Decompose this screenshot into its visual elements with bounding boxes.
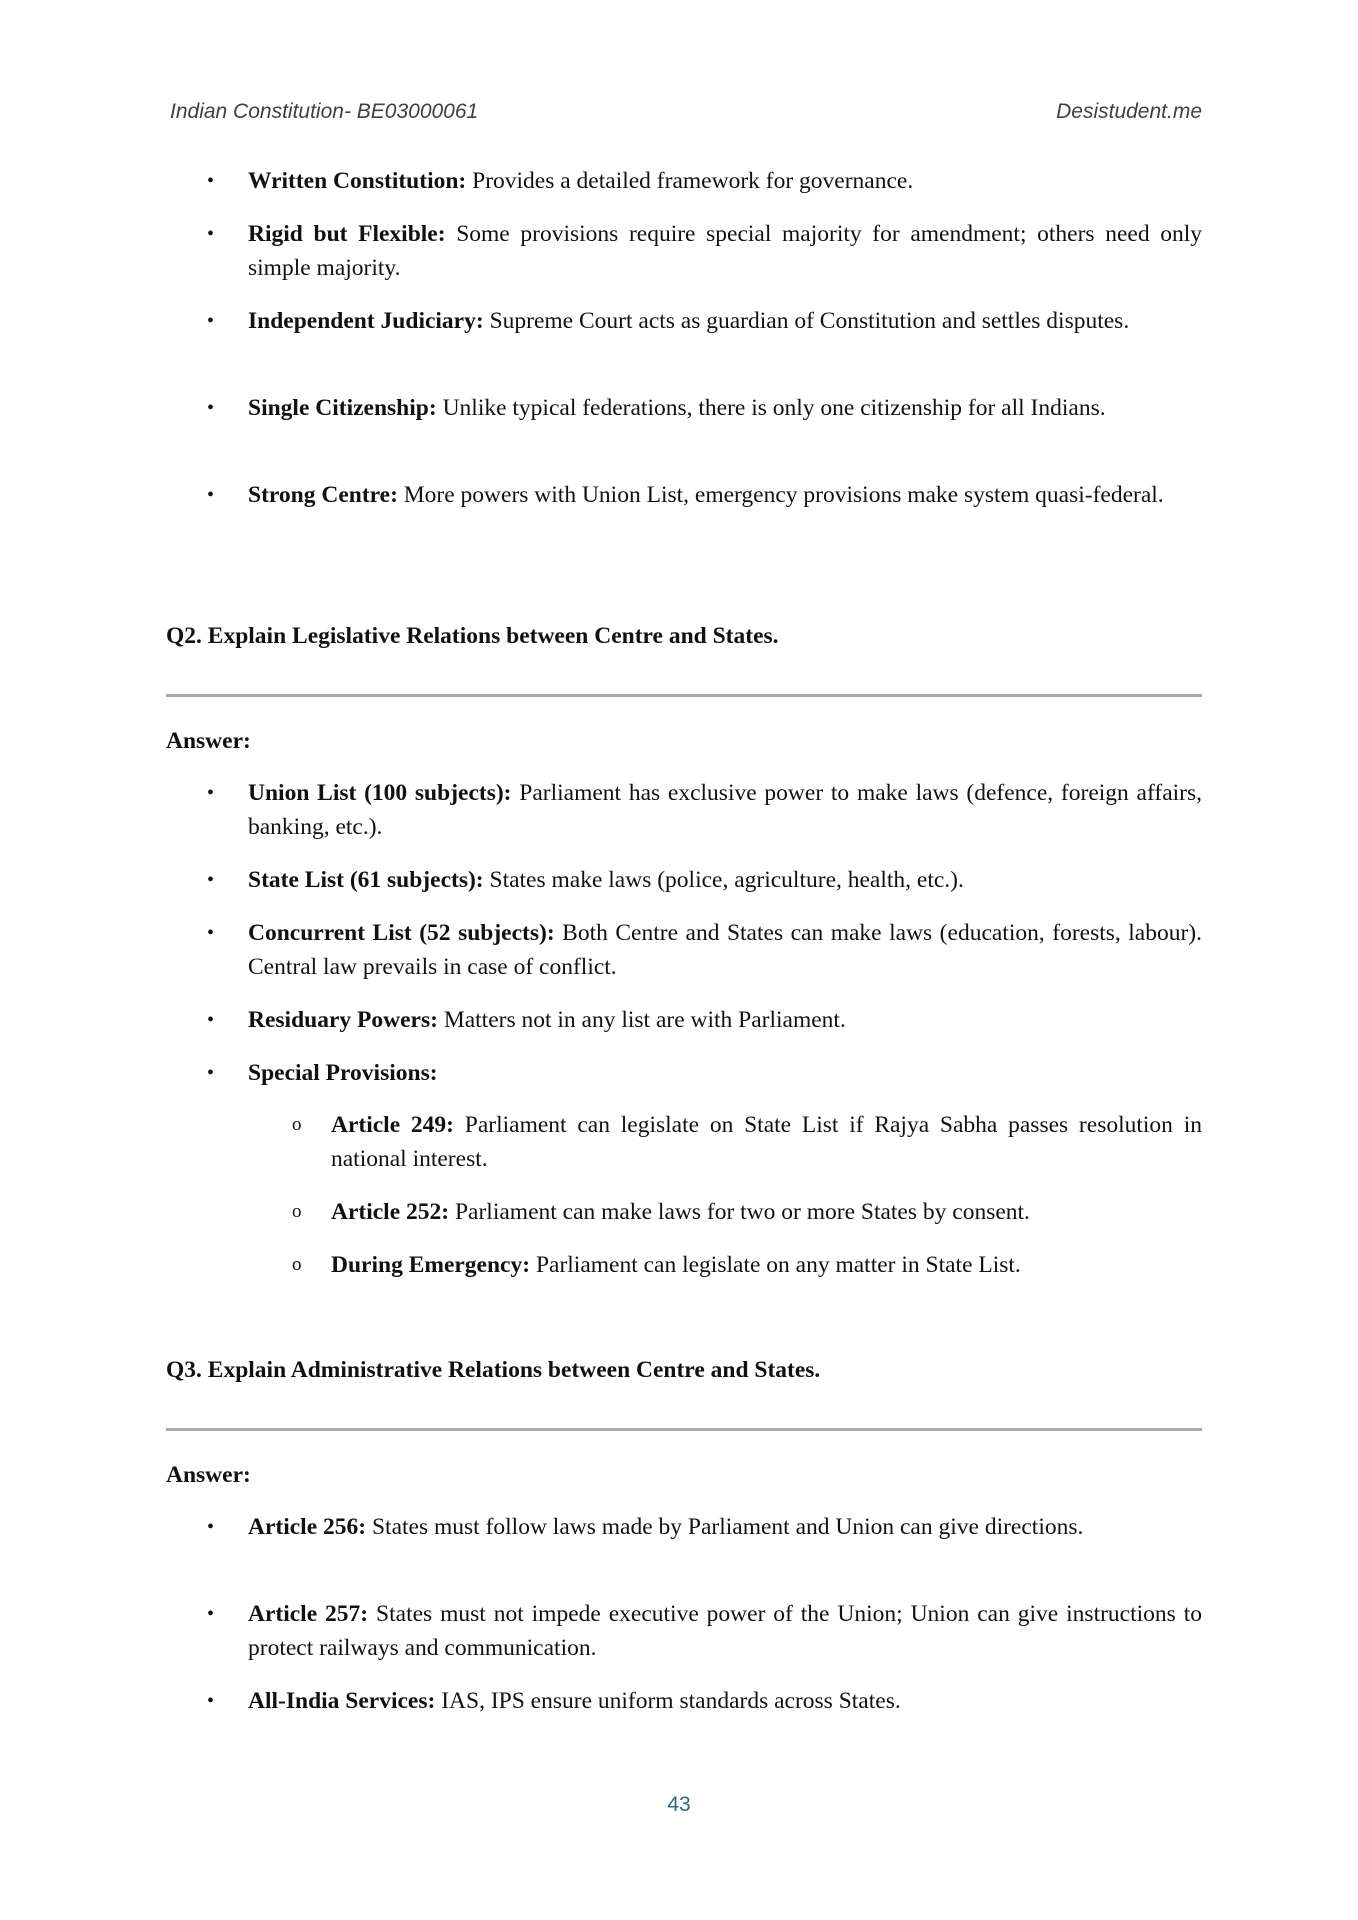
running-header-site: Desistudent.me bbox=[1056, 100, 1202, 123]
item-text: Both Centre and States can make laws (education, forests, labour). Central law prevails in case of conflict. bbox=[248, 920, 1203, 980]
divider bbox=[166, 1428, 1202, 1431]
bullet-icon: • bbox=[207, 1009, 215, 1031]
item-text: Parliament can legislate on any matter in State List. bbox=[530, 1252, 1021, 1278]
item-term: Residuary Powers: bbox=[248, 1007, 438, 1033]
item-text: Supreme Court acts as guardian of Constitution and settles disputes. bbox=[483, 308, 1130, 334]
item-text: Provides a detailed framework for governance. bbox=[466, 168, 914, 194]
sub-list-item bbox=[292, 1108, 1202, 1176]
bullet-icon: • bbox=[207, 1516, 215, 1538]
item-text: IAS, IPS ensure uniform standards across States. bbox=[435, 1688, 901, 1714]
divider bbox=[166, 694, 1202, 697]
item-text: Some provisions require special majority for amendment; others need only simple majority. bbox=[248, 221, 1202, 281]
list-item bbox=[207, 478, 1202, 512]
list-item bbox=[207, 863, 1202, 897]
list-item bbox=[207, 1597, 1202, 1665]
page-number: 43 bbox=[667, 1793, 691, 1816]
item-text: More powers with Union List, emergency provisions make system quasi-federal. bbox=[397, 482, 1164, 508]
circle-bullet-icon: o bbox=[292, 1254, 302, 1275]
list-item bbox=[207, 1056, 1202, 1090]
item-term: Single Citizenship: bbox=[248, 395, 437, 421]
bullet-icon: • bbox=[207, 1690, 215, 1712]
bullet-icon: • bbox=[207, 869, 215, 891]
bullet-icon: • bbox=[207, 397, 215, 419]
list-item bbox=[207, 1510, 1202, 1544]
question-heading: Q2. Explain Legislative Relations between Centre and States. bbox=[166, 623, 779, 649]
item-term: Strong Centre: bbox=[248, 482, 398, 508]
item-text: States must follow laws made by Parliament and Union can give directions. bbox=[366, 1514, 1084, 1540]
bullet-icon: • bbox=[207, 1603, 215, 1625]
list-item bbox=[207, 916, 1203, 984]
answer-label: Answer: bbox=[166, 1462, 251, 1488]
circle-bullet-icon: o bbox=[292, 1201, 302, 1222]
list-item bbox=[207, 164, 1202, 198]
list-item bbox=[207, 304, 1202, 338]
item-text: Unlike typical federations, there is only one citizenship for all Indians. bbox=[436, 395, 1106, 421]
bullet-icon: • bbox=[207, 170, 215, 192]
bullet-icon: • bbox=[207, 484, 215, 506]
item-text: Parliament has exclusive power to make laws (defence, foreign affairs, banking, etc.). bbox=[248, 780, 1203, 840]
item-term: During Emergency: bbox=[331, 1252, 531, 1278]
list-item bbox=[207, 391, 1202, 425]
item-term: Article 256: bbox=[248, 1514, 367, 1540]
item-term: Special Provisions: bbox=[248, 1060, 438, 1086]
bullet-icon: • bbox=[207, 922, 215, 944]
answer-label: Answer: bbox=[166, 728, 251, 754]
item-text: Parliament can legislate on State List if Rajya Sabha passes resolution in national interest. bbox=[331, 1112, 1202, 1172]
bullet-icon: • bbox=[207, 782, 215, 804]
list-item bbox=[207, 217, 1202, 285]
question-heading: Q3. Explain Administrative Relations between Centre and States. bbox=[166, 1357, 821, 1383]
list-item bbox=[207, 1684, 1202, 1718]
circle-bullet-icon: o bbox=[292, 1114, 302, 1135]
list-item bbox=[207, 776, 1203, 844]
bullet-icon: • bbox=[207, 1062, 215, 1084]
sub-list-item bbox=[292, 1248, 1202, 1282]
bullet-icon: • bbox=[207, 310, 215, 332]
running-header-title: Indian Constitution- BE03000061 bbox=[170, 100, 479, 123]
list-item bbox=[207, 1003, 1202, 1037]
item-term: Article 252: bbox=[331, 1199, 450, 1225]
sub-list-item bbox=[292, 1195, 1202, 1229]
item-term: Concurrent List (52 subjects): bbox=[248, 920, 555, 946]
item-text: Matters not in any list are with Parliament. bbox=[437, 1007, 846, 1033]
item-text: Parliament can make laws for two or more States by consent. bbox=[449, 1199, 1030, 1225]
item-term: Written Constitution: bbox=[248, 168, 467, 194]
item-term: Independent Judiciary: bbox=[248, 308, 484, 334]
item-text: States must not impede executive power of the Union; Union can give instructions to protect railways and communication. bbox=[248, 1601, 1202, 1661]
item-term: All-India Services: bbox=[248, 1688, 436, 1714]
item-term: Article 257: bbox=[248, 1601, 369, 1627]
item-term: Union List (100 subjects): bbox=[248, 780, 512, 806]
bullet-icon: • bbox=[207, 223, 215, 245]
item-term: Article 249: bbox=[331, 1112, 454, 1138]
item-text: States make laws (police, agriculture, health, etc.). bbox=[483, 867, 964, 893]
item-term: Rigid but Flexible: bbox=[248, 221, 446, 247]
item-term: State List (61 subjects): bbox=[248, 867, 484, 893]
